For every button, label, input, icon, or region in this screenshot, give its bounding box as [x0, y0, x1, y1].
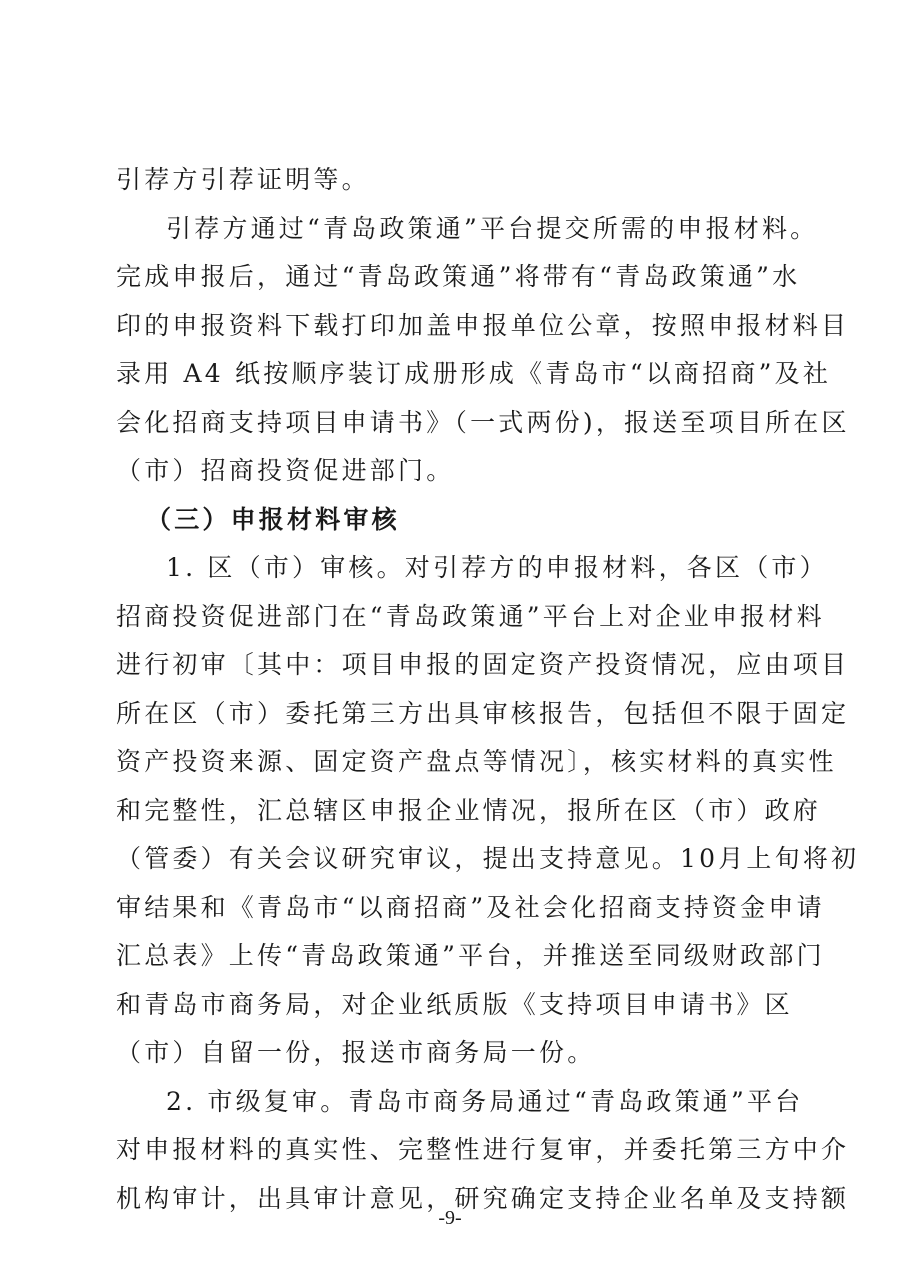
body-line: （市）招商投资促进部门。: [116, 456, 455, 485]
page-number: -9-: [438, 1207, 462, 1229]
body-line: 资产投资来源、固定资产盘点等情况〕，核实材料的真实性: [116, 747, 837, 776]
body-line: （市）自留一份，报送市商务局一份。: [116, 1038, 596, 1067]
body-line: 对申报材料的真实性、完整性进行复审，并委托第三方中介: [116, 1135, 850, 1164]
body-line: 汇总表》上传“青岛政策通”平台，并推送至同级财政部门: [116, 941, 825, 970]
paragraph-first-line: 1. 区（市）审核。对引荐方的申报材料，各区（市）: [166, 553, 828, 582]
body-line: 和完整性，汇总辖区申报企业情况，报所在区（市）政府: [116, 795, 822, 825]
body-line: 印的申报资料下载打印加盖申报单位公章，按照申报材料目: [116, 310, 850, 340]
section-heading: （三）申报材料审核: [146, 504, 400, 534]
body-line: 招商投资促进部门在“青岛政策通”平台上对企业申报材料: [116, 601, 825, 631]
body-line: （管委）有关会议研究审议，提出支持意见。10月上旬将初: [116, 844, 860, 873]
body-line: 和青岛市商务局，对企业纸质版《支持项目申请书》区: [116, 989, 793, 1019]
body-line: 所在区（市）委托第三方出具审核报告，包括但不限于固定: [116, 698, 850, 728]
body-line: 引荐方引荐证明等。: [116, 165, 370, 194]
body-line: 会化招商支持项目申请书》（一式两份)，报送至项目所在区: [116, 407, 850, 437]
body-line: 完成申报后，通过“青岛政策通”将带有“青岛政策通”水: [116, 262, 801, 291]
body-line: 录用 A4 纸按顺序装订成册形成《青岛市“以商招商”及社: [116, 359, 832, 388]
body-line: 进行初审〔其中：项目申报的固定资产投资情况，应由项目: [116, 650, 850, 679]
paragraph-first-line: 引荐方通过“青岛政策通”平台提交所需的申报材料。: [166, 213, 819, 243]
body-line: 机构审计，出具审计意见，研究确定支持企业名单及支持额: [116, 1183, 850, 1213]
paragraph-first-line: 2. 市级复审。青岛市商务局通过“青岛政策通”平台: [166, 1086, 804, 1116]
body-line: 审结果和《青岛市“以商招商”及社会化招商支持资金申请: [116, 892, 825, 922]
